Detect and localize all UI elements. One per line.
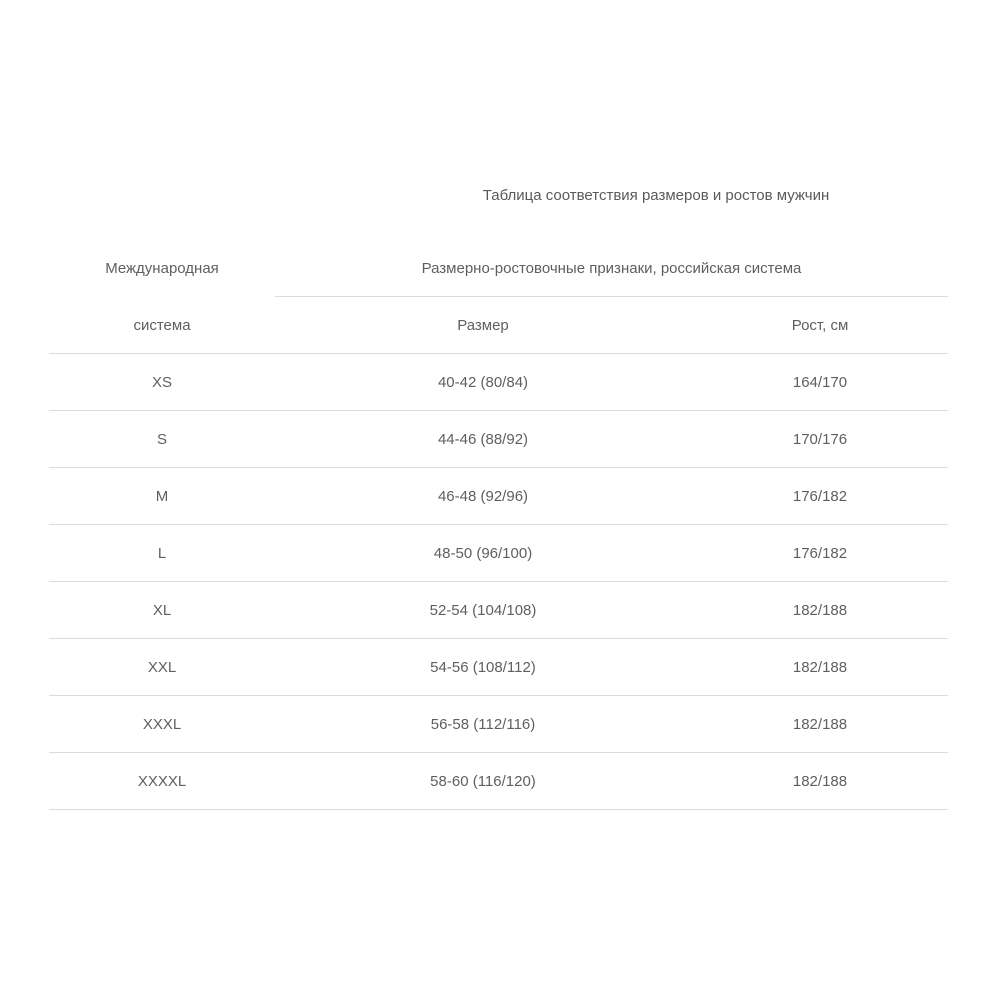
table-row <box>49 753 948 810</box>
header-ru-group: Размерно-ростовочные признаки, российская система <box>421 260 802 277</box>
header-intl-line1: Международная <box>105 260 219 277</box>
table-row <box>49 525 948 582</box>
cell-size: 44-46 (88/92) <box>437 431 529 448</box>
cell-height: 182/188 <box>792 716 848 733</box>
cell-height: 182/188 <box>792 773 848 790</box>
cell-height: 176/182 <box>792 488 848 505</box>
cell-intl: XL <box>152 602 172 619</box>
header-intl-line2: система <box>133 317 191 334</box>
cell-height: 182/188 <box>792 659 848 676</box>
cell-size: 46-48 (92/96) <box>437 488 529 505</box>
cell-height: 176/182 <box>792 545 848 562</box>
table-row <box>49 354 948 411</box>
cell-height: 164/170 <box>792 374 848 391</box>
table-row <box>49 468 948 525</box>
table-row <box>49 696 948 753</box>
header-row-bottom <box>49 297 948 354</box>
header-size: Размер <box>457 317 509 334</box>
cell-height: 182/188 <box>792 602 848 619</box>
cell-size: 58-60 (116/120) <box>430 773 536 790</box>
cell-intl: L <box>157 545 167 562</box>
cell-size: 56-58 (112/116) <box>430 716 536 733</box>
cell-intl: XXXL <box>142 716 182 733</box>
cell-size: 40-42 (80/84) <box>437 374 529 391</box>
cell-intl: XXL <box>147 659 177 676</box>
table-row <box>49 411 948 468</box>
cell-intl: XXXXL <box>137 773 187 790</box>
header-height: Рост, см <box>791 317 849 334</box>
header-row-top <box>49 240 948 297</box>
cell-height: 170/176 <box>792 431 848 448</box>
cell-intl: S <box>156 431 167 448</box>
table-row <box>49 639 948 696</box>
cell-size: 52-54 (104/108) <box>429 602 537 619</box>
cell-size: 54-56 (108/112) <box>430 659 536 676</box>
cell-intl: XS <box>151 374 172 391</box>
cell-size: 48-50 (96/100) <box>433 545 533 562</box>
table-title: Таблица соответствия размеров и ростов мужчин <box>482 187 830 204</box>
cell-intl: M <box>155 488 169 505</box>
size-table <box>49 240 948 810</box>
table-row <box>49 582 948 639</box>
